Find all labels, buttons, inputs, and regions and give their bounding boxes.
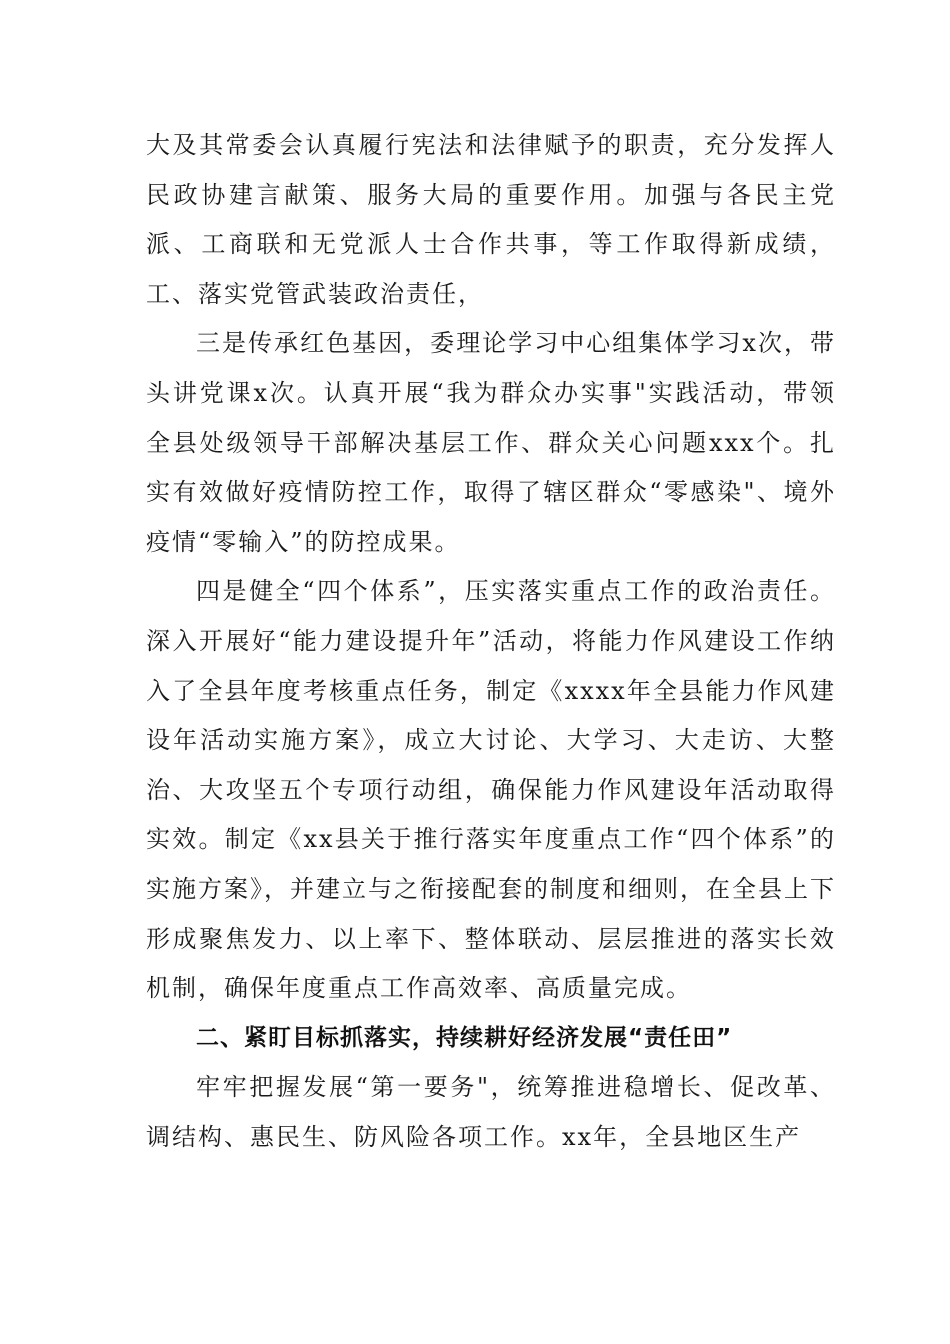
section-heading: 二、紧盯目标抓落实，持续耕好经济发展“责任田”: [196, 1024, 733, 1051]
paragraph-four-systems: 四是健全“四个体系”，压实落实重点工作的政治责任。深入开展好“能力建设提升年”活动，将能力作风建设工作纳入了全县年度考核重点任务，制定《xxxx年全县能力作风建设年活动实施方案》，成立大讨论、大学习、大走访、大整治、大攻坚五个专项行动组，确保能力作风建设年活动取得实效。制定《xx县关于推行落实年度重点工作“四个体系”的实施方案》，并建立与之衔接配套的制度和细则，在全县上下形成聚焦发力、以上率下、整体联动、层层推进的落实长效机制，确保年度重点工作高效率、高质量完成。: [146, 577, 836, 1003]
paragraph-continued: 大及其常委会认真履行宪法和法律赋予的职责，充分发挥人民政协建言献策、服务大局的重要作用。加强与各民主党派、工商联和无党派人士合作共事，等工作取得新成绩，工、落实党管武装政治责任，: [146, 131, 836, 308]
paragraph-red-gene: 三是传承红色基因，委理论学习中心组集体学习x次，带头讲党课x次。认真开展“我为群众办实事"实践活动，带领全县处级领导干部解决基层工作、群众关心问题xxx个。扎实有效做好疫情防控工作，取得了辖区群众“零感染"、境外疫情“零输入”的防控成果。: [146, 329, 836, 556]
paragraph-economic-development: 牢牢把握发展“第一要务"，统筹推进稳增长、促改革、调结构、惠民生、防风险各项工作。xx年，全县地区生产: [146, 1073, 836, 1151]
document-body: [146, 121, 836, 1162]
